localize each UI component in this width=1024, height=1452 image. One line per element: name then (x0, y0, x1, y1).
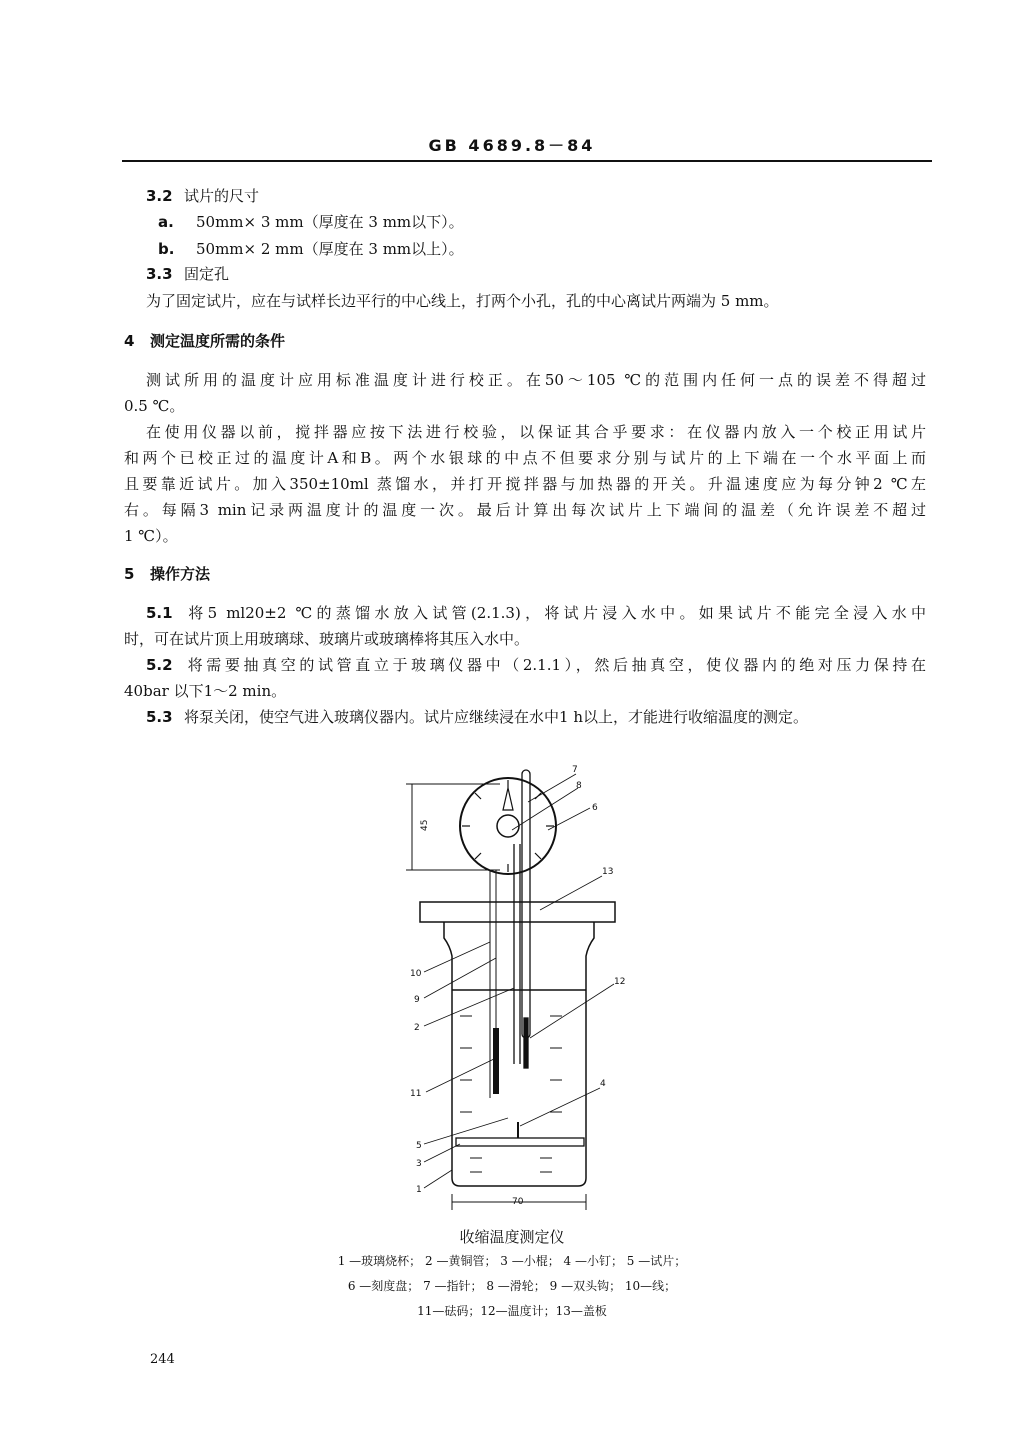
water-level (460, 1016, 562, 1172)
small-rod (456, 1138, 584, 1146)
para-5-2-line-1 (146, 655, 926, 675)
clause-text: 将5 ml20±2 ℃的蒸馏水放入试管(2.1.3)，将试片浸入水中。如果试片不能完全浸入水中 (184, 604, 926, 622)
para-4b-line-4: 右。每隔3 min记录两温度计的温度一次。最后计算出每次试片上下端间的温差（允许误差不超过 (124, 501, 926, 519)
standard-header: GB 4689.8－84 (428, 136, 596, 155)
header-rule (122, 160, 932, 162)
weight (493, 1028, 499, 1094)
section-5-heading (124, 564, 210, 584)
item-text: 50mm× 3 mm（厚度在 3 mm以下）。 (196, 213, 464, 231)
para-4b-line-2: 和两个已校正过的温度计A和B。两个水银球的中点不但要求分别与试片的上下端在一个水平面上而 (124, 449, 926, 467)
para-4b-line-3: 且要靠近试片。加入350±10ml 蒸馏水，并打开搅拌器与加热器的开关。升温速度应为每分钟2 ℃左 (124, 475, 926, 493)
section-number: 3.3 (146, 265, 173, 283)
figure-legend-line-3: 11—砝码；12—温度计；13—盖板 (417, 1304, 607, 1318)
dim-width-label: 70 (512, 1197, 524, 1207)
figure-legend-line-1: 1 —玻璃烧杯； 2 —黄铜管； 3 —小棍； 4 —小钉； 5 —试片； (337, 1254, 687, 1268)
figure-label-11: 11 (410, 1089, 422, 1099)
figure-label-3: 3 (416, 1159, 422, 1169)
dim-height-label: 45 (420, 819, 430, 831)
figure-label-7: 7 (572, 765, 578, 775)
apparatus-figure (390, 758, 650, 1218)
thermometer-icon (522, 770, 530, 1068)
figure-label-1: 1 (416, 1185, 422, 1195)
figure-legend-line-2: 6 —刻度盘； 7 —指针； 8 —滑轮； 9 —双头钩； 10—线； (347, 1279, 677, 1293)
section-3-2 (146, 186, 259, 206)
item-mark: b. (158, 240, 175, 258)
section-title: 试片的尺寸 (184, 187, 260, 205)
para-5-3-line-1 (146, 707, 808, 727)
item-a (158, 212, 464, 232)
para-4b-line-5: 1 ℃）。 (124, 527, 178, 545)
section-number: 3.2 (146, 187, 173, 205)
para-4a-line-2: 0.5 ℃。 (124, 397, 185, 415)
section-3-3-text: 为了固定试片，应在与试样长边平行的中心线上，打两个小孔，孔的中心离试片两端为 5 mm。 (146, 292, 779, 310)
figure-label-12: 12 (614, 977, 626, 987)
section-title: 固定孔 (184, 265, 230, 283)
item-mark: a. (158, 213, 174, 231)
figure-label-6: 6 (592, 803, 598, 813)
dial-icon (460, 778, 556, 874)
brass-tube (514, 844, 520, 1064)
figure-label-2: 2 (414, 1023, 420, 1033)
section-4-heading (124, 331, 285, 351)
para-5-1-line-2: 时，可在试片顶上用玻璃球、玻璃片或玻璃棒将其压入水中。 (124, 630, 530, 648)
figure-label-8: 8 (576, 781, 582, 791)
clause-number: 5.1 (146, 604, 173, 622)
figure-label-13: 13 (602, 867, 614, 877)
figure-label-4: 4 (600, 1079, 606, 1089)
section-number: 4 (124, 332, 135, 350)
para-4a-line-1: 测试所用的温度计应用标准温度计进行校正。在50～105 ℃的范围内任何一点的误差不得超过 (146, 371, 926, 389)
figure-label-5: 5 (416, 1141, 422, 1151)
section-title: 操作方法 (150, 565, 211, 583)
para-4b-line-1: 在使用仪器以前，搅拌器应按下法进行校验，以保证其合乎要求：在仪器内放入一个校正用试片 (146, 423, 926, 441)
item-text: 50mm× 2 mm（厚度在 3 mm以上）。 (196, 240, 464, 258)
para-5-1-line-1 (146, 603, 926, 623)
clause-text: 将需要抽真空的试管直立于玻璃仪器中（2.1.1），然后抽真空，使仪器内的绝对压力保持在 (184, 656, 926, 674)
para-5-2-line-2: 40bar 以下1～2 min。 (124, 682, 287, 700)
section-title: 测定温度所需的条件 (150, 332, 286, 350)
clause-number: 5.3 (146, 708, 173, 726)
figure-label-9: 9 (414, 995, 420, 1005)
item-b (158, 239, 464, 259)
clause-text: 将泵关闭，使空气进入玻璃仪器内。试片应继续浸在水中1 h以上，才能进行收缩温度的测定。 (184, 708, 808, 726)
clause-number: 5.2 (146, 656, 173, 674)
figure-caption: 收缩温度测定仪 (459, 1228, 565, 1246)
section-number: 5 (124, 565, 135, 583)
page-number: 244 (150, 1352, 175, 1367)
figure-label-10: 10 (410, 969, 422, 979)
section-3-3 (146, 264, 229, 284)
cover-plate (420, 902, 615, 922)
